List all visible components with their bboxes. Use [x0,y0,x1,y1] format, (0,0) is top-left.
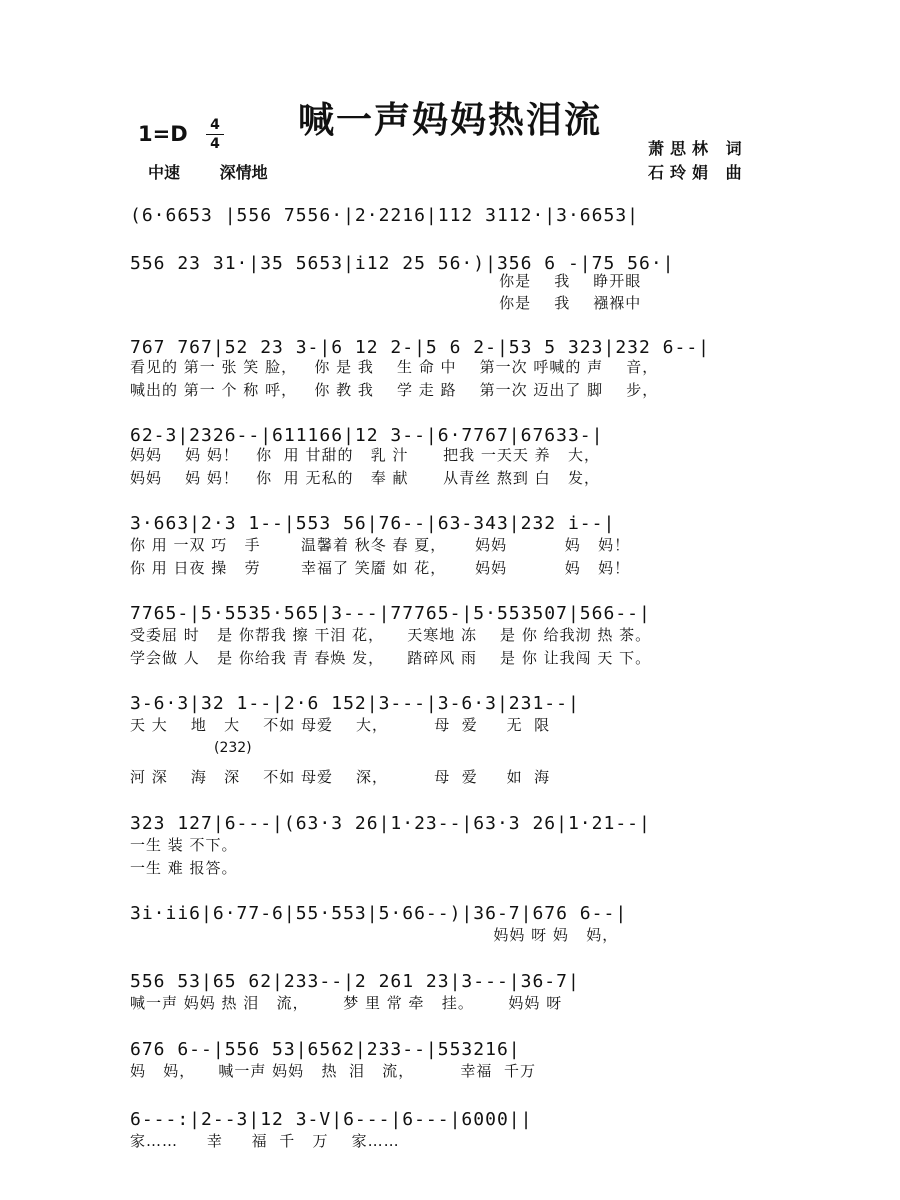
lyric-line: 家…… 幸 福 千 万 家…… [130,1132,400,1150]
notation-line: 3·663|2·3 1--|553 56|76--|63-343|232 i--| [130,513,616,534]
lyric-line: 喊出的 第一 个 称 呼， 你 教 我 学 走 路 第一次 迈出了 脚 步， [130,381,659,399]
lyric-line: 妈妈 呀 妈 妈， [130,926,619,944]
lyric-line: 你 用 一双 巧 手 温馨着 秋冬 春 夏， 妈妈 妈 妈！ [130,536,631,554]
composer-credit: 石玲娟 曲 [648,163,748,182]
notation-line: 556 23 31·|35 5653|i12 25 56·)|356 6 -|75 56·| [130,253,675,274]
notation-line: 3i·ii6|6·77-6|55·553|5·66--)|36-7|676 6--| [130,903,628,924]
lyric-line: 妈妈 妈 妈！ 你 用 无私的 奉 献 从青丝 熬到 白 发， [130,469,600,487]
tempo-text: 中速 [148,163,181,182]
notation-line: 3-6·3|32 1--|2·6 152|3---|3-6·3|231--| [130,693,580,714]
lyric-line: 河 深 海 深 不如 母爱 深， 母 爱 如 海 [130,768,551,786]
lyric-line: 看见的 第一 张 笑 脸， 你 是 我 生 命 中 第一次 呼喊的 声 音， [130,358,659,376]
lyric-line: 妈 妈， 喊一声 妈妈 热 泪 流， 幸福 千万 [130,1062,536,1080]
lyric-line: 喊一声 妈妈 热 泪 流， 梦 里 常 牵 挂。 妈妈 呀 [130,994,563,1012]
lyric-line: 你 用 日夜 操 劳 幸福了 笑靥 如 花， 妈妈 妈 妈！ [130,559,631,577]
song-title: 喊一声妈妈热泪流 [297,100,602,141]
lyric-line: 一生 装 不下。 [130,836,238,854]
alternate-notation: (232) [214,740,252,756]
notation-line: 6---:|2--3|12 3-V|6---|6---|6000|| [130,1109,533,1130]
lyric-line: 天 大 地 大 不如 母爱 大， 母 爱 无 限 [130,716,551,734]
lyric-line: 你是 我 襁褓中 [130,294,642,312]
lyric-line: 受委屈 时 是 你帮我 擦 干泪 花， 天寒地 冻 是 你 给我沏 热 茶。 [130,626,652,644]
notation-line: 62-3|2326--|611166|12 3--|6·7767|67633-| [130,425,604,446]
time-signature [206,116,224,153]
tempo-marking [148,160,268,183]
lyric-line: 学会做 人 是 你给我 青 春焕 发， 踏碎风 雨 是 你 让我闯 天 下。 [130,649,652,667]
notation-line: 556 53|65 62|233--|2 261 23|3---|36-7| [130,971,580,992]
time-signature-bottom: 4 [210,136,220,152]
notation-line: (6·6653 |556 7556·|2·2216|112 3112·|3·6653| [130,205,639,226]
lyric-line: 一生 难 报答。 [130,859,238,877]
notation-line: 767 767|52 23 3-|6 12 2-|5 6 2-|53 5 323|232 6--| [130,337,711,358]
score-line-1 [130,196,770,232]
notation-line: 323 127|6---|(63·3 26|1·23--|63·3 26|1·21--| [130,813,651,834]
expression-text: 深情地 [219,163,268,182]
lyric-line: 妈妈 妈 妈！ 你 用 甘甜的 乳 汁 把我 一天天 养 大， [130,446,600,464]
key-signature: 1=D [138,122,188,146]
notation-line: 676 6--|556 53|6562|233--|553216| [130,1039,521,1060]
lyric-line: 你是 我 睁开眼 [130,272,642,290]
lyricist-credit: 萧思林 词 [648,139,748,158]
time-signature-top: 4 [206,116,224,135]
notation-line: 7765-|5·5535·565|3---|77765-|5·553507|566--| [130,603,651,624]
